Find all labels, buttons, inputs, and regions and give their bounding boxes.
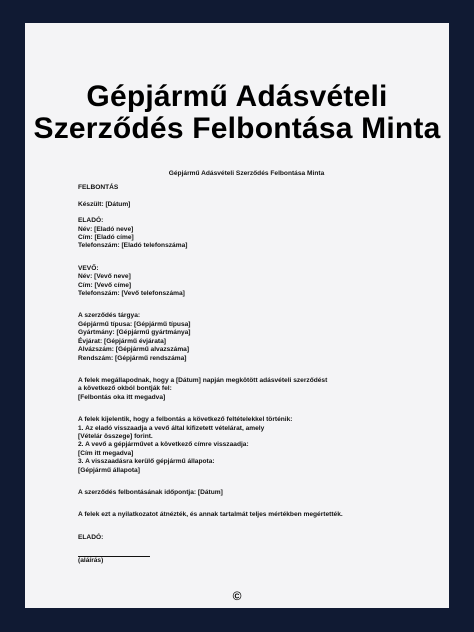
subject-label: A szerződés tárgya: bbox=[78, 312, 141, 320]
agreement-line-3: [Felbontás oka itt megadva] bbox=[78, 393, 166, 401]
keszult-date: Készült: [Dátum] bbox=[78, 200, 131, 208]
title-line-2: Szerződés Felbontása Minta bbox=[33, 112, 441, 145]
terms-line-2: 1. Az eladó visszaadja a vevő által kifizetett vételárat, amely bbox=[78, 424, 265, 432]
vevo-phone: Telefonszám: [Vevő telefonszáma] bbox=[78, 290, 185, 298]
terms-line-4: 2. A vevő a gépjárművet a következő címre visszaadja: bbox=[78, 441, 249, 449]
vehicle-make: Gyártmány: [Gépjármű gyártmánya] bbox=[78, 329, 191, 337]
page-title bbox=[25, 81, 449, 145]
vevo-label: VEVŐ: bbox=[78, 264, 99, 272]
document-page bbox=[25, 23, 449, 608]
signature-caption: (aláírás) bbox=[78, 557, 104, 565]
acknowledgement: A felek ezt a nyilatkozatot átnézték, és annak tartalmát teljes mértékben megértették. bbox=[78, 511, 343, 519]
document-body bbox=[78, 170, 418, 566]
vevo-name: Név: [Vevő neve] bbox=[78, 273, 131, 281]
terms-line-5: [Cím itt megadva] bbox=[78, 449, 134, 457]
title-line-1: Gépjármű Adásvételi bbox=[86, 80, 388, 113]
terms-line-7: [Gépjármű állapota] bbox=[78, 466, 140, 474]
copyright-icon: © bbox=[232, 589, 242, 603]
elado-address: Cím: [Eladó címe] bbox=[78, 234, 134, 242]
elado-label: ELADÓ: bbox=[78, 217, 104, 225]
terms-line-1: A felek kijelentik, hogy a felbontás a következő feltételekkel történik: bbox=[78, 416, 293, 424]
felbontas-label: FELBONTÁS bbox=[78, 184, 119, 192]
signature-label: ELADÓ: bbox=[78, 533, 104, 541]
elado-phone: Telefonszám: [Eladó telefonszáma] bbox=[78, 242, 188, 250]
agreement-line-2: a következő okból bontják fel: bbox=[78, 385, 172, 393]
agreement-line-1: A felek megállapodnak, hogy a [Dátum] napján megkötött adásvételi szerződést bbox=[78, 376, 328, 384]
terms-line-6: 3. A visszaadásra kerülő gépjármű állapota: bbox=[78, 458, 215, 466]
termination-date: A szerződés felbontásának időpontja: [Dátum] bbox=[78, 488, 223, 496]
document-heading: Gépjármű Adásvételi Szerződés Felbontása Minta bbox=[168, 170, 325, 177]
elado-name: Név: [Eladó neve] bbox=[78, 225, 134, 233]
vevo-address: Cím: [Vevő címe] bbox=[78, 281, 132, 289]
terms-line-3: [Vételár összege] forint. bbox=[78, 432, 153, 440]
vehicle-plate: Rendszám: [Gépjármű rendszáma] bbox=[78, 354, 187, 362]
vehicle-type: Gépjármű típusa: [Gépjármű típusa] bbox=[78, 320, 191, 328]
vehicle-chassis: Alvázszám: [Gépjármű alvazszáma] bbox=[78, 346, 190, 354]
vehicle-year: Évjárat: [Gépjármű évjárata] bbox=[78, 337, 166, 345]
